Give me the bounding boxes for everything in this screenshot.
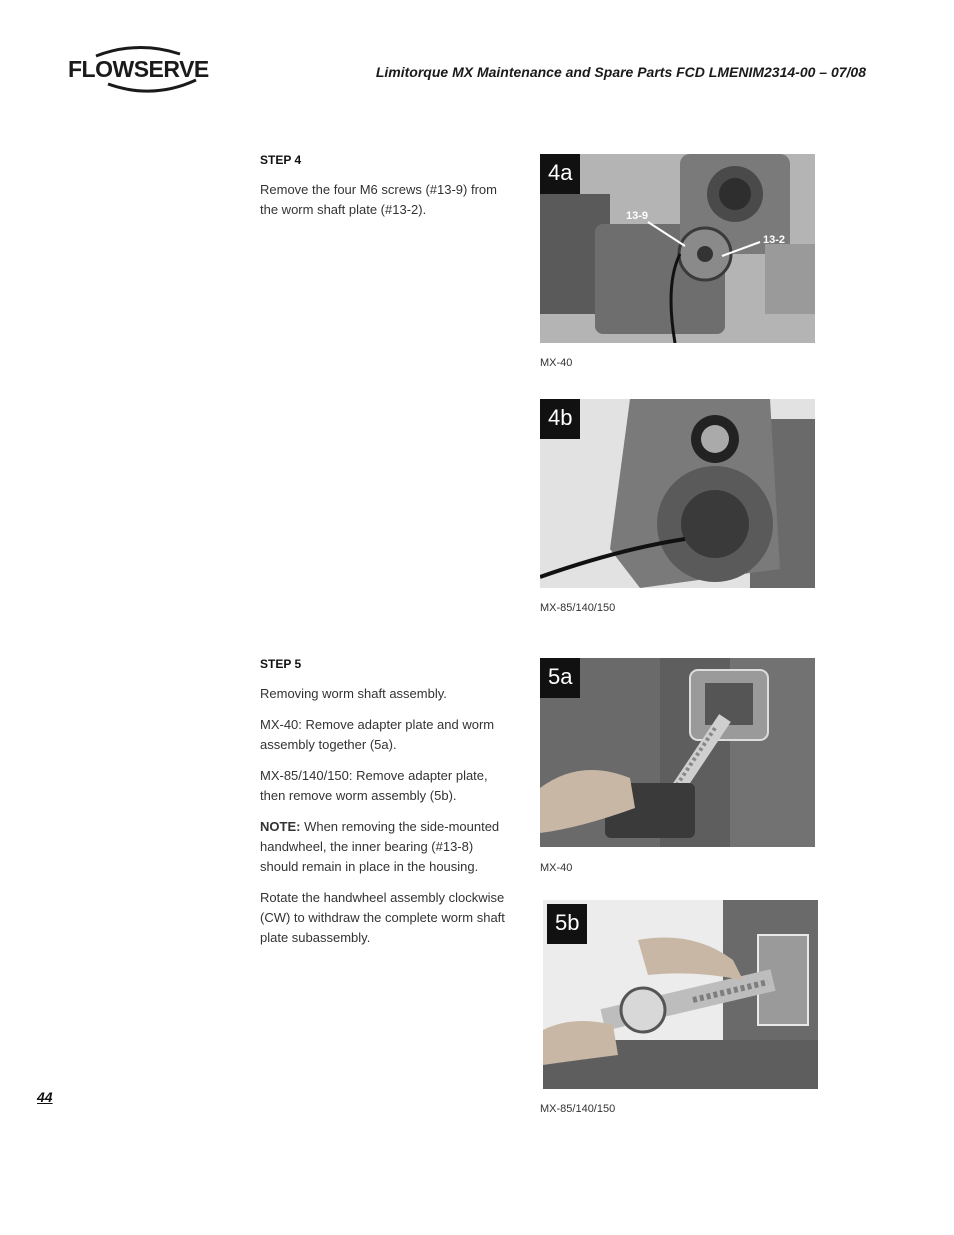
step5-paragraph-2: MX-40: Remove adapter plate and worm assembly together (5a).: [260, 717, 495, 752]
figure-5a-photo: [540, 658, 815, 847]
note-label: NOTE:: [260, 819, 301, 834]
step4-heading: STEP 4: [260, 153, 302, 167]
step5-section: [260, 654, 510, 959]
figure-4a-tag: 4a: [540, 154, 580, 194]
figure-5a-tag: 5a: [540, 658, 580, 698]
step5-heading: STEP 5: [260, 657, 302, 671]
actuator-photo-icon: [540, 154, 815, 343]
step4-section: [260, 150, 510, 231]
figure-5a-caption: MX-40: [540, 862, 573, 874]
housing-photo-icon: [540, 399, 815, 588]
logo-text: FLOWSERVE: [68, 56, 209, 82]
figure-5b-caption: MX-85/140/150: [540, 1103, 616, 1115]
flowserve-logo: [68, 42, 209, 94]
figure-4b-photo: [540, 399, 815, 588]
note-text: When removing the side-mounted handwheel, the inner bearing (#13-8) should remain in place in the housing.: [260, 819, 500, 874]
figure-5b-tag: 5b: [547, 904, 587, 944]
figure-4b-tag: 4b: [540, 399, 580, 439]
figure-5b-photo: [543, 900, 818, 1089]
figure-4a-photo: [540, 154, 815, 343]
page-number: 44: [37, 1089, 53, 1105]
step5-paragraph-1: Removing worm shaft assembly.: [260, 686, 447, 701]
figure-4a-caption: MX-40: [540, 357, 573, 369]
document-header-title: Limitorque MX Maintenance and Spare Parts FCD LMENIM2314-00 – 07/08: [375, 64, 866, 80]
step4-body: Remove the four M6 screws (#13-9) from the worm shaft plate (#13-2).: [260, 182, 497, 217]
callout-13-9: 13-9: [626, 210, 649, 222]
step5-paragraph-3: MX-85/140/150: Remove adapter plate, then remove worm assembly (5b).: [260, 768, 488, 803]
step5-note: [260, 817, 510, 877]
figure-4b-caption: MX-85/140/150: [540, 602, 616, 614]
callout-13-2: 13-2: [763, 234, 786, 246]
step5-paragraph-4: Rotate the handwheel assembly clockwise (CW) to withdraw the complete worm shaft plate subassembly.: [260, 890, 505, 945]
worm-assembly-photo-icon: [540, 658, 815, 847]
